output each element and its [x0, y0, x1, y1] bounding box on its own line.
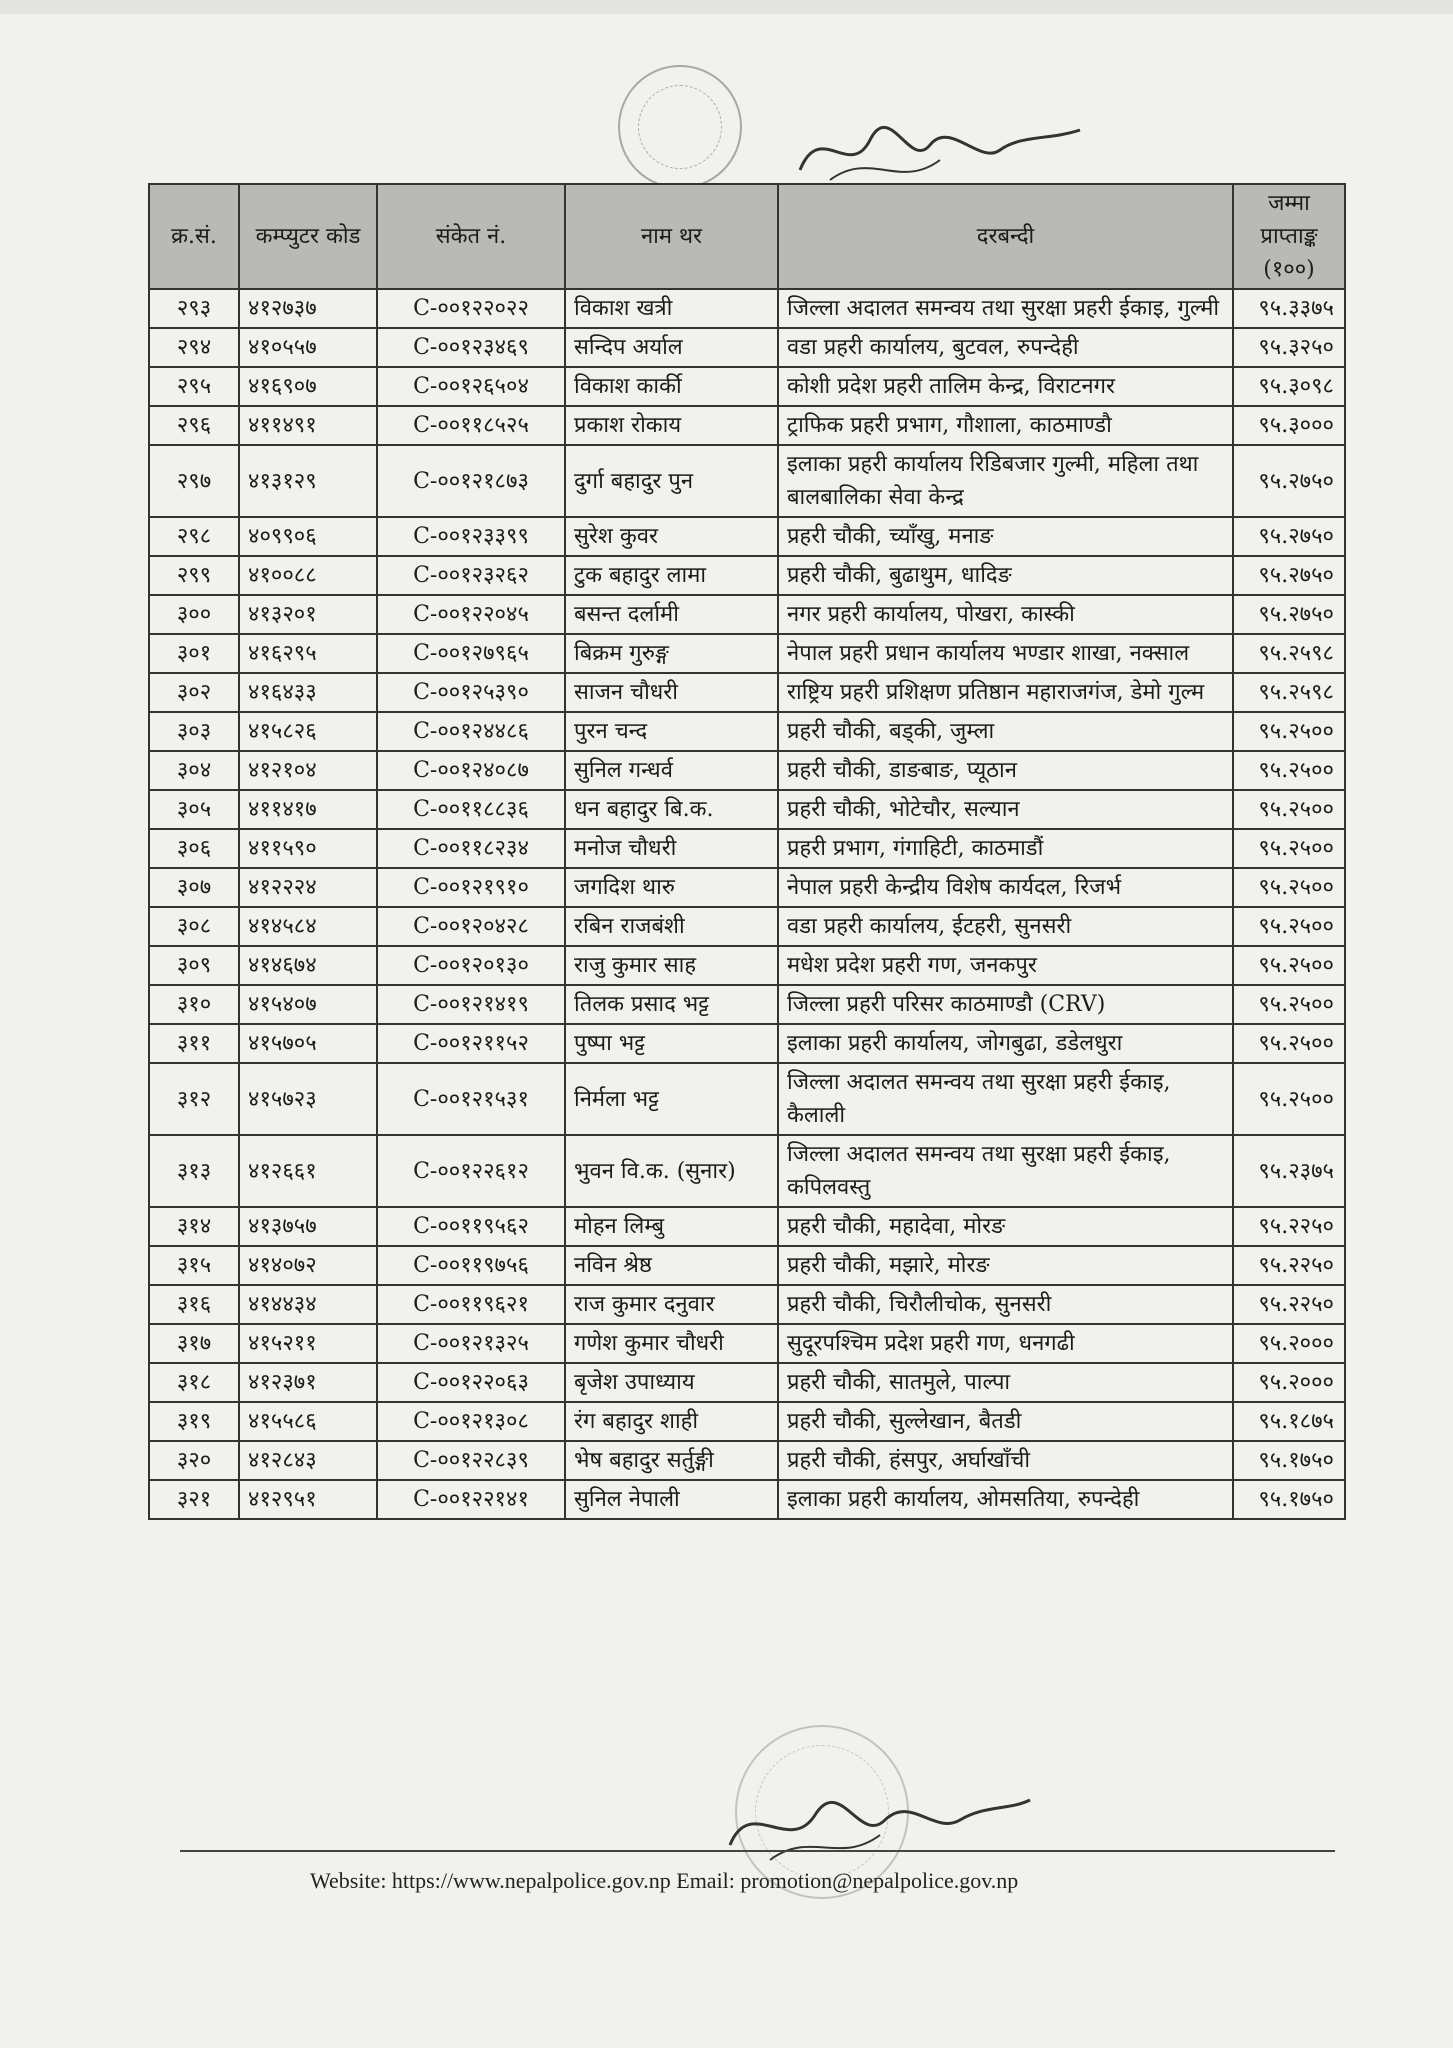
table-header-row: [149, 184, 1345, 289]
cell-name: नविन श्रेष्ठ: [565, 1246, 778, 1285]
cell-posting: राष्ट्रिय प्रहरी प्रशिक्षण प्रतिष्ठान महाराजगंज, डेमो गुल्म: [778, 673, 1233, 712]
cell-total-marks: ९५.३३७५: [1233, 289, 1345, 328]
cell-total-marks: ९५.२५००: [1233, 985, 1345, 1024]
cell-computer-code: ४१०५५७: [239, 328, 377, 367]
cell-serial: ३१९: [149, 1402, 239, 1441]
cell-name: बसन्त दर्लामी: [565, 595, 778, 634]
cell-symbol-no: C-००१२१४१९: [377, 985, 565, 1024]
cell-total-marks: ९५.२२५०: [1233, 1207, 1345, 1246]
cell-total-marks: ९५.२२५०: [1233, 1285, 1345, 1324]
scan-top-edge: [0, 0, 1453, 14]
cell-name: गणेश कुमार चौधरी: [565, 1324, 778, 1363]
cell-symbol-no: C-००१२७९६५: [377, 634, 565, 673]
cell-symbol-no: C-००११९६२१: [377, 1285, 565, 1324]
cell-computer-code: ४१३७५७: [239, 1207, 377, 1246]
cell-posting: नेपाल प्रहरी प्रधान कार्यालय भण्डार शाखा, नक्साल: [778, 634, 1233, 673]
cell-symbol-no: C-००१२२१४१: [377, 1480, 565, 1519]
cell-serial: ३१३: [149, 1135, 239, 1207]
cell-computer-code: ४१५२११: [239, 1324, 377, 1363]
cell-symbol-no: C-००१२५३९०: [377, 673, 565, 712]
cell-symbol-no: C-००१२०४२८: [377, 907, 565, 946]
cell-total-marks: ९५.३२५०: [1233, 328, 1345, 367]
cell-total-marks: ९५.२७५०: [1233, 517, 1345, 556]
cell-name: मनोज चौधरी: [565, 829, 778, 868]
cell-serial: ३०३: [149, 712, 239, 751]
cell-serial: ३१४: [149, 1207, 239, 1246]
cell-total-marks: ९५.२५००: [1233, 712, 1345, 751]
cell-serial: २९७: [149, 445, 239, 517]
cell-total-marks: ९५.२७५०: [1233, 445, 1345, 517]
cell-total-marks: ९५.२७५०: [1233, 556, 1345, 595]
cell-computer-code: ४१५७०५: [239, 1024, 377, 1063]
table-row: [149, 595, 1345, 634]
cell-symbol-no: C-००१२२०६३: [377, 1363, 565, 1402]
cell-total-marks: ९५.२७५०: [1233, 595, 1345, 634]
cell-serial: ३०९: [149, 946, 239, 985]
cell-computer-code: ४१२३७१: [239, 1363, 377, 1402]
cell-computer-code: ४१४४३४: [239, 1285, 377, 1324]
cell-posting: कोशी प्रदेश प्रहरी तालिम केन्द्र, विराटनगर: [778, 367, 1233, 406]
cell-symbol-no: C-००१२१३२५: [377, 1324, 565, 1363]
cell-computer-code: ४१२१०४: [239, 751, 377, 790]
cell-name: पुष्पा भट्ट: [565, 1024, 778, 1063]
cell-computer-code: ४१२८४३: [239, 1441, 377, 1480]
cell-serial: २९३: [149, 289, 239, 328]
cell-computer-code: ४१५७२३: [239, 1063, 377, 1135]
cell-posting: इलाका प्रहरी कार्यालय, जोगबुढा, डडेलधुरा: [778, 1024, 1233, 1063]
cell-posting: मधेश प्रदेश प्रहरी गण, जनकपुर: [778, 946, 1233, 985]
cell-name: साजन चौधरी: [565, 673, 778, 712]
cell-symbol-no: C-००१२१३०८: [377, 1402, 565, 1441]
cell-serial: ३०५: [149, 790, 239, 829]
cell-computer-code: ४११४९१: [239, 406, 377, 445]
cell-posting: इलाका प्रहरी कार्यालय रिडिबजार गुल्मी, महिला तथा बालबालिका सेवा केन्द्र: [778, 445, 1233, 517]
cell-posting: नेपाल प्रहरी केन्द्रीय विशेष कार्यदल, रिजर्भ: [778, 868, 1233, 907]
cell-posting: प्रहरी चौकी, सुल्लेखान, बैतडी: [778, 1402, 1233, 1441]
table-row: [149, 1207, 1345, 1246]
table-row: [149, 1441, 1345, 1480]
table-body: [149, 289, 1345, 1519]
cell-serial: ३२१: [149, 1480, 239, 1519]
cell-computer-code: ४१३२०१: [239, 595, 377, 634]
cell-symbol-no: C-००१२०१३०: [377, 946, 565, 985]
cell-posting: नगर प्रहरी कार्यालय, पोखरा, कास्की: [778, 595, 1233, 634]
office-seal-top: [618, 65, 742, 189]
table-row: [149, 1135, 1345, 1207]
cell-serial: ३२०: [149, 1441, 239, 1480]
header-symbol-no: संकेत नं.: [377, 184, 565, 289]
cell-total-marks: ९५.१८७५: [1233, 1402, 1345, 1441]
table-row: [149, 946, 1345, 985]
cell-name: विकाश कार्की: [565, 367, 778, 406]
cell-symbol-no: C-००१२४४८६: [377, 712, 565, 751]
cell-computer-code: ४१६९०७: [239, 367, 377, 406]
cell-name: बृजेश उपाध्याय: [565, 1363, 778, 1402]
cell-total-marks: ९५.१७५०: [1233, 1441, 1345, 1480]
table-row: [149, 328, 1345, 367]
cell-name: धन बहादुर बि.क.: [565, 790, 778, 829]
cell-posting: जिल्ला अदालत समन्वय तथा सुरक्षा प्रहरी ईकाइ, कपिलवस्तु: [778, 1135, 1233, 1207]
header-computer-code: कम्प्युटर कोड: [239, 184, 377, 289]
cell-serial: ३१८: [149, 1363, 239, 1402]
cell-total-marks: ९५.२५००: [1233, 1063, 1345, 1135]
table-row: [149, 673, 1345, 712]
cell-computer-code: ४१५४०७: [239, 985, 377, 1024]
table-row: [149, 829, 1345, 868]
cell-serial: ३१५: [149, 1246, 239, 1285]
cell-posting: प्रहरी चौकी, मझारे, मोरङ: [778, 1246, 1233, 1285]
cell-computer-code: ४१२९५१: [239, 1480, 377, 1519]
cell-posting: प्रहरी प्रभाग, गंगाहिटी, काठमाडौं: [778, 829, 1233, 868]
cell-total-marks: ९५.२०००: [1233, 1363, 1345, 1402]
cell-computer-code: ४१४६७४: [239, 946, 377, 985]
footer-rule: [180, 1850, 1335, 1852]
cell-computer-code: ४१००८८: [239, 556, 377, 595]
cell-name: प्रकाश रोकाय: [565, 406, 778, 445]
header-total-marks: जम्मा प्राप्ताङ्क (१००): [1233, 184, 1345, 289]
cell-name: रंग बहादुर शाही: [565, 1402, 778, 1441]
cell-posting: प्रहरी चौकी, चिरौलीचोक, सुनसरी: [778, 1285, 1233, 1324]
table-row: [149, 634, 1345, 673]
table-row: [149, 985, 1345, 1024]
cell-symbol-no: C-००११८८३६: [377, 790, 565, 829]
cell-symbol-no: C-००१२६५०४: [377, 367, 565, 406]
table-row: [149, 556, 1345, 595]
cell-posting: जिल्ला अदालत समन्वय तथा सुरक्षा प्रहरी ईकाइ, गुल्मी: [778, 289, 1233, 328]
header-name: नाम थर: [565, 184, 778, 289]
table-row: [149, 367, 1345, 406]
cell-serial: ३११: [149, 1024, 239, 1063]
cell-computer-code: ४१४०७२: [239, 1246, 377, 1285]
cell-posting: जिल्ला अदालत समन्वय तथा सुरक्षा प्रहरी ईकाइ, कैलाली: [778, 1063, 1233, 1135]
cell-symbol-no: C-००१२३२६२: [377, 556, 565, 595]
cell-serial: ३१७: [149, 1324, 239, 1363]
cell-symbol-no: C-००१२२०२२: [377, 289, 565, 328]
cell-symbol-no: C-००१२१८७३: [377, 445, 565, 517]
cell-posting: इलाका प्रहरी कार्यालय, ओमसतिया, रुपन्देही: [778, 1480, 1233, 1519]
cell-serial: ३०४: [149, 751, 239, 790]
table-row: [149, 907, 1345, 946]
cell-serial: ३१२: [149, 1063, 239, 1135]
cell-computer-code: ४१३१२९: [239, 445, 377, 517]
cell-name: दुर्गा बहादुर पुन: [565, 445, 778, 517]
cell-name: सन्दिप अर्याल: [565, 328, 778, 367]
cell-posting: प्रहरी चौकी, भोटेचौर, सल्यान: [778, 790, 1233, 829]
table-row: [149, 1402, 1345, 1441]
cell-name: जगदिश थारु: [565, 868, 778, 907]
cell-name: रबिन राजबंशी: [565, 907, 778, 946]
cell-posting: प्रहरी चौकी, हंसपुर, अर्घाखाँची: [778, 1441, 1233, 1480]
cell-total-marks: ९५.१७५०: [1233, 1480, 1345, 1519]
cell-serial: ३०६: [149, 829, 239, 868]
cell-posting: प्रहरी चौकी, सातमुले, पाल्पा: [778, 1363, 1233, 1402]
cell-symbol-no: C-००१२३४६९: [377, 328, 565, 367]
cell-computer-code: ४१६२९५: [239, 634, 377, 673]
table-row: [149, 517, 1345, 556]
cell-computer-code: ४०९९०६: [239, 517, 377, 556]
cell-total-marks: ९५.२५००: [1233, 790, 1345, 829]
cell-serial: ३०८: [149, 907, 239, 946]
results-table: [148, 183, 1346, 1520]
cell-serial: ३१०: [149, 985, 239, 1024]
cell-symbol-no: C-००११९५६२: [377, 1207, 565, 1246]
cell-name: सुनिल गन्धर्व: [565, 751, 778, 790]
table-row: [149, 1285, 1345, 1324]
cell-serial: ३०२: [149, 673, 239, 712]
cell-posting: वडा प्रहरी कार्यालय, ईटहरी, सुनसरी: [778, 907, 1233, 946]
table-row: [149, 751, 1345, 790]
cell-name: भुवन वि.क. (सुनार): [565, 1135, 778, 1207]
cell-name: मोहन लिम्बु: [565, 1207, 778, 1246]
footer-contact: Website: https://www.nepalpolice.gov.np Email: promotion@nepalpolice.gov.np: [310, 1868, 1019, 1893]
cell-name: टुक बहादुर लामा: [565, 556, 778, 595]
cell-serial: २९४: [149, 328, 239, 367]
cell-symbol-no: C-००१२२६१२: [377, 1135, 565, 1207]
cell-name: भेष बहादुर सर्तुङ्गी: [565, 1441, 778, 1480]
cell-computer-code: ४१२७३७: [239, 289, 377, 328]
cell-computer-code: ४१२२२४: [239, 868, 377, 907]
table-row: [149, 1480, 1345, 1519]
cell-serial: ३०७: [149, 868, 239, 907]
table-row: [149, 445, 1345, 517]
cell-serial: २९५: [149, 367, 239, 406]
header-posting: दरबन्दी: [778, 184, 1233, 289]
cell-computer-code: ४११५९०: [239, 829, 377, 868]
cell-posting: प्रहरी चौकी, बुढाथुम, धादिङ: [778, 556, 1233, 595]
cell-symbol-no: C-००१२३३९९: [377, 517, 565, 556]
cell-total-marks: ९५.३०००: [1233, 406, 1345, 445]
cell-symbol-no: C-००११८२३४: [377, 829, 565, 868]
cell-name: सुनिल नेपाली: [565, 1480, 778, 1519]
cell-symbol-no: C-००११८५२५: [377, 406, 565, 445]
cell-symbol-no: C-००१२२८३९: [377, 1441, 565, 1480]
cell-total-marks: ९५.२५००: [1233, 1024, 1345, 1063]
cell-total-marks: ९५.२५००: [1233, 868, 1345, 907]
cell-posting: प्रहरी चौकी, डाङबाङ, प्यूठान: [778, 751, 1233, 790]
cell-name: तिलक प्रसाद भट्ट: [565, 985, 778, 1024]
cell-total-marks: ९५.२२५०: [1233, 1246, 1345, 1285]
cell-symbol-no: C-००१२११५२: [377, 1024, 565, 1063]
table-row: [149, 1024, 1345, 1063]
cell-total-marks: ९५.२५००: [1233, 751, 1345, 790]
header-serial: क्र.सं.: [149, 184, 239, 289]
cell-posting: प्रहरी चौकी, महादेवा, मोरङ: [778, 1207, 1233, 1246]
cell-total-marks: ९५.२०००: [1233, 1324, 1345, 1363]
cell-name: राज कुमार दनुवार: [565, 1285, 778, 1324]
cell-name: पुरन चन्द: [565, 712, 778, 751]
cell-computer-code: ४१५५८६: [239, 1402, 377, 1441]
cell-computer-code: ४१५८२६: [239, 712, 377, 751]
signature-bottom: [720, 1775, 1040, 1875]
cell-serial: ३००: [149, 595, 239, 634]
cell-posting: वडा प्रहरी कार्यालय, बुटवल, रुपन्देही: [778, 328, 1233, 367]
cell-name: राजु कुमार साह: [565, 946, 778, 985]
table-row: [149, 1063, 1345, 1135]
cell-posting: ट्राफिक प्रहरी प्रभाग, गौशाला, काठमाण्डौ: [778, 406, 1233, 445]
cell-posting: प्रहरी चौकी, बड्की, जुम्ला: [778, 712, 1233, 751]
cell-computer-code: ४१२६६१: [239, 1135, 377, 1207]
table-row: [149, 1363, 1345, 1402]
cell-total-marks: ९५.२५००: [1233, 946, 1345, 985]
cell-posting: जिल्ला प्रहरी परिसर काठमाण्डौ (CRV): [778, 985, 1233, 1024]
cell-name: बिक्रम गुरुङ्ग: [565, 634, 778, 673]
table-row: [149, 289, 1345, 328]
cell-name: विकाश खत्री: [565, 289, 778, 328]
cell-total-marks: ९५.२५००: [1233, 829, 1345, 868]
table-row: [149, 406, 1345, 445]
cell-total-marks: ९५.२५००: [1233, 907, 1345, 946]
cell-name: सुरेश कुवर: [565, 517, 778, 556]
cell-symbol-no: C-००११९७५६: [377, 1246, 565, 1285]
cell-posting: प्रहरी चौकी, च्याँखु, मनाङ: [778, 517, 1233, 556]
table-row: [149, 1324, 1345, 1363]
cell-symbol-no: C-००१२२०४५: [377, 595, 565, 634]
cell-total-marks: ९५.२५९८: [1233, 673, 1345, 712]
cell-total-marks: ९५.२३७५: [1233, 1135, 1345, 1207]
cell-symbol-no: C-००१२४०८७: [377, 751, 565, 790]
table-row: [149, 868, 1345, 907]
cell-total-marks: ९५.२५९८: [1233, 634, 1345, 673]
cell-serial: ३०१: [149, 634, 239, 673]
cell-name: निर्मला भट्ट: [565, 1063, 778, 1135]
table-row: [149, 1246, 1345, 1285]
cell-serial: २९९: [149, 556, 239, 595]
table-row: [149, 712, 1345, 751]
cell-serial: ३१६: [149, 1285, 239, 1324]
cell-computer-code: ४१४५८४: [239, 907, 377, 946]
cell-serial: २९८: [149, 517, 239, 556]
cell-computer-code: ४१६४३३: [239, 673, 377, 712]
cell-total-marks: ९५.३०९८: [1233, 367, 1345, 406]
cell-symbol-no: C-००१२१९१०: [377, 868, 565, 907]
cell-computer-code: ४११४१७: [239, 790, 377, 829]
cell-serial: २९६: [149, 406, 239, 445]
cell-symbol-no: C-००१२१५३१: [377, 1063, 565, 1135]
table-row: [149, 790, 1345, 829]
cell-posting: सुदूरपश्चिम प्रदेश प्रहरी गण, धनगढी: [778, 1324, 1233, 1363]
